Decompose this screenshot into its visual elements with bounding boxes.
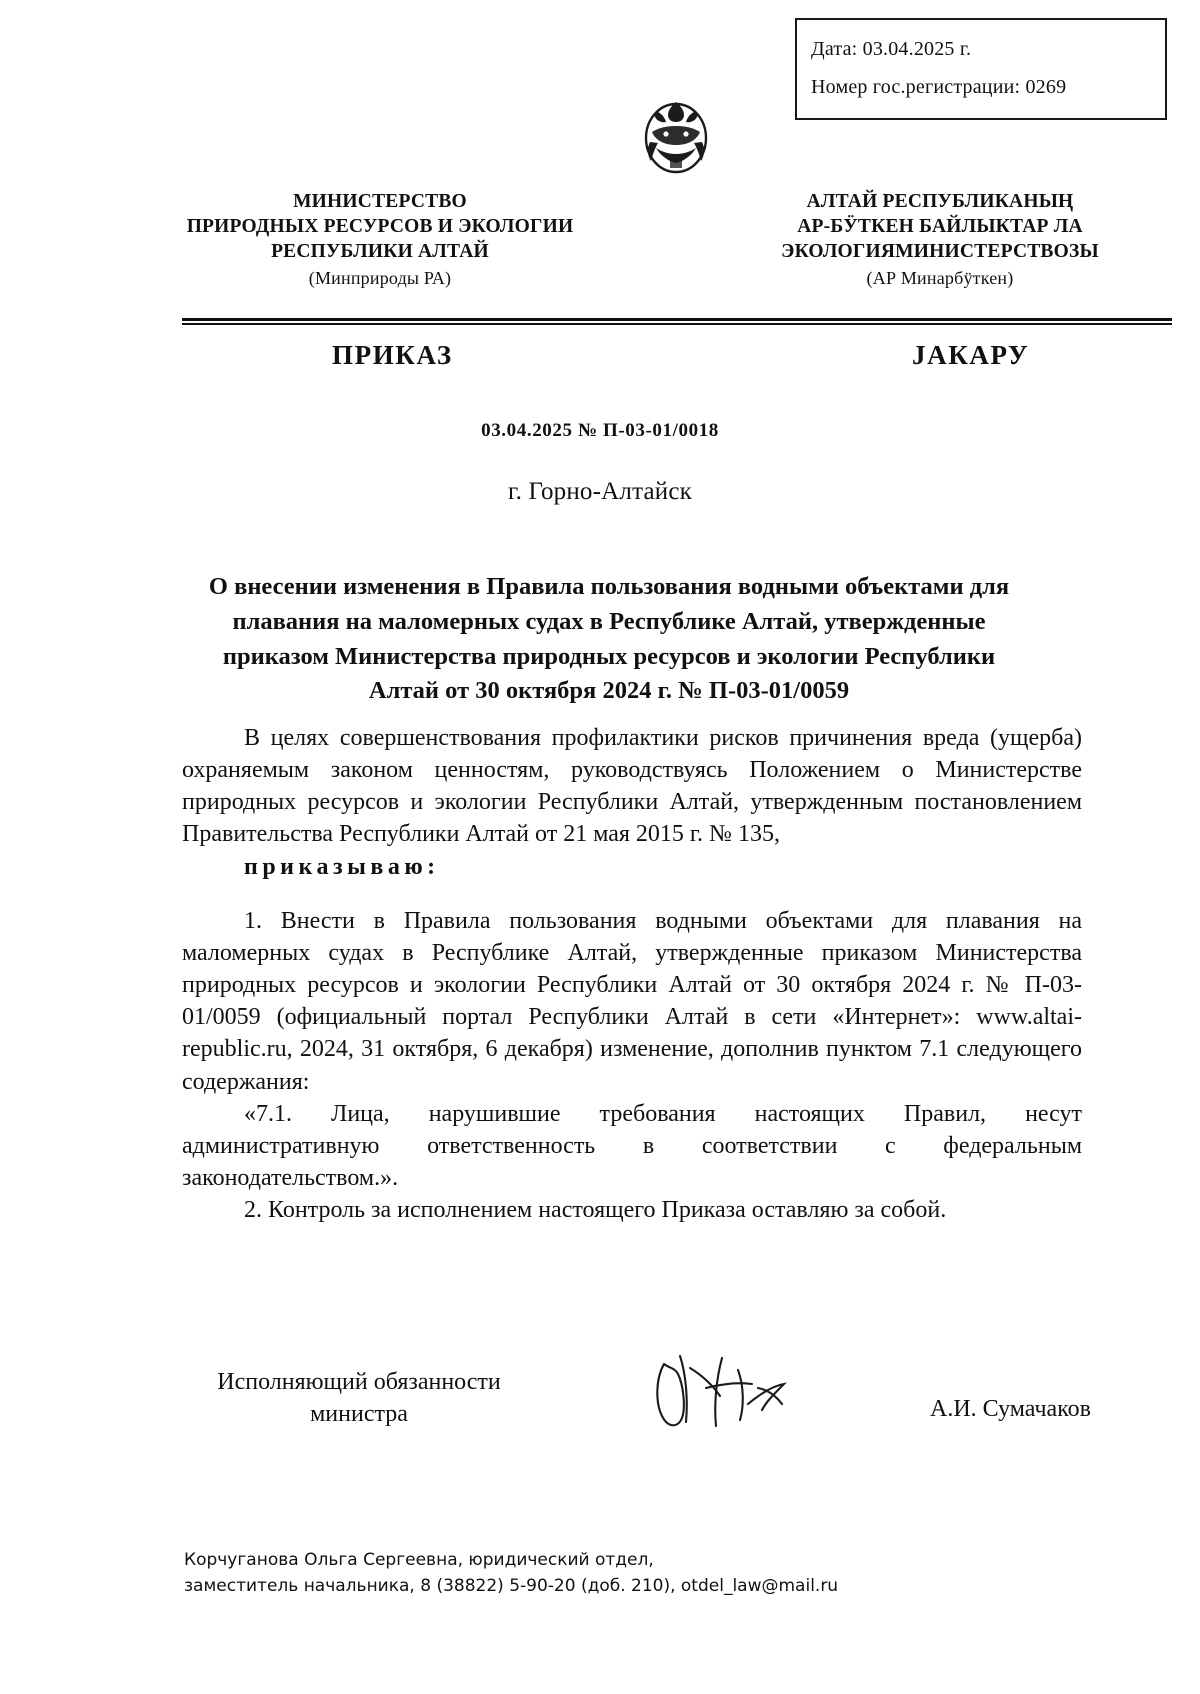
- divider-thin-line: [182, 323, 1172, 325]
- registration-date-label: Дата:: [811, 38, 858, 60]
- header-divider: [182, 318, 1172, 325]
- footer-line-1: Корчуганова Ольга Сергеевна, юридический отдел,: [184, 1550, 654, 1570]
- body-spacer: [182, 883, 1082, 905]
- signer-role-line-1: Исполняющий обязанности: [217, 1369, 501, 1395]
- coat-of-arms-icon: [628, 88, 724, 184]
- signer-name: А.И. Сумачаков: [930, 1396, 1091, 1422]
- ministry-name-altai: [700, 190, 1180, 290]
- divider-thick-line: [182, 318, 1172, 321]
- document-body: [182, 722, 1082, 1226]
- signer-role-line-2: министра: [310, 1401, 408, 1428]
- document-type-altai: JАКАРУ: [912, 340, 1030, 370]
- ministry-alt-line-2: АР-БӰТКЕН БАЙЛЫКТАР ЛА: [797, 215, 1083, 237]
- signer-role: [184, 1366, 534, 1431]
- document-type-russian: ПРИКАЗ: [332, 340, 453, 370]
- registration-date-value: 03.04.2025 г.: [862, 38, 972, 60]
- registration-number-value: 0269: [1025, 76, 1067, 98]
- ministry-name-russian: [150, 190, 610, 290]
- document-city: г. Горно-Алтайск: [507, 478, 693, 505]
- body-item-1: 1. Внести в Правила пользования водными объектами для плавания на маломерных судах в Республике Алтай, утвержденные приказом Министерства природных ресурсов и экологии Республики Алтай от 30 октября 2024 г. № П-03-01/0059 (официальный портал Республики Алтай в сети «Интернет»: www.altai-republic.ru, 2024, 31 октября, 6 декабря) изменение, дополнив пунктом 7.1 следующего содержания:: [182, 907, 1082, 1095]
- document-number-line: 03.04.2025 № П-03-01/0018: [481, 420, 719, 441]
- ministry-alt-line-3: ЭКОЛОГИЯМИНИСТЕРСТВОЗЫ: [781, 240, 1099, 262]
- ministry-ru-short-name: (Минприроды РА): [308, 267, 452, 288]
- registration-stamp: [795, 18, 1167, 120]
- registration-date-line: [811, 30, 1151, 68]
- ministry-alt-line-1: АЛТАЙ РЕСПУБЛИКАНЫҢ: [806, 191, 1074, 212]
- ministry-ru-line-2: ПРИРОДНЫХ РЕСУРСОВ И ЭКОЛОГИИ: [186, 215, 574, 237]
- handwritten-signature-icon: [650, 1348, 800, 1438]
- ministry-alt-short-name: (АР Минарбӱткен): [866, 267, 1014, 288]
- ministry-ru-line-3: РЕСПУБЛИКИ АЛТАЙ: [271, 240, 489, 262]
- body-item-2: 2. Контроль за исполнением настоящего Приказа оставляю за собой.: [244, 1197, 947, 1224]
- registration-number-line: [811, 68, 1151, 106]
- body-order-word: приказываю:: [244, 853, 440, 880]
- footer-line-2: заместитель начальника, 8 (38822) 5-90-20 (доб. 210), otdel_law@mail.ru: [184, 1575, 839, 1596]
- footer-contact-info: [184, 1548, 1004, 1599]
- body-preamble: В целях совершенствования профилактики рисков причинения вреда (ущерба) охраняемым законом ценностям, руководствуясь Положением о Министерстве природных ресурсов и экологии Республики Алтай, утвержденным постановлением Правительства Республики Алтай от 21 мая 2015 г. № 135,: [182, 725, 1082, 848]
- document-title: О внесении изменения в Правила пользования водными объектами для плавания на маломерных судах в Республике Алтай, утвержденные приказом Министерства природных ресурсов и экологии Республики Алтай от 30 октября 2024 г. № П-03-01/0059: [208, 573, 1010, 705]
- ministry-ru-line-1: МИНИСТЕРСТВО: [293, 191, 467, 212]
- registration-number-label: Номер гос.регистрации:: [811, 76, 1021, 98]
- body-item-1-quote: «7.1. Лица, нарушившие требования настоящих Правил, несут административную ответственность в соответствии с федеральным законодательством.».: [182, 1100, 1082, 1192]
